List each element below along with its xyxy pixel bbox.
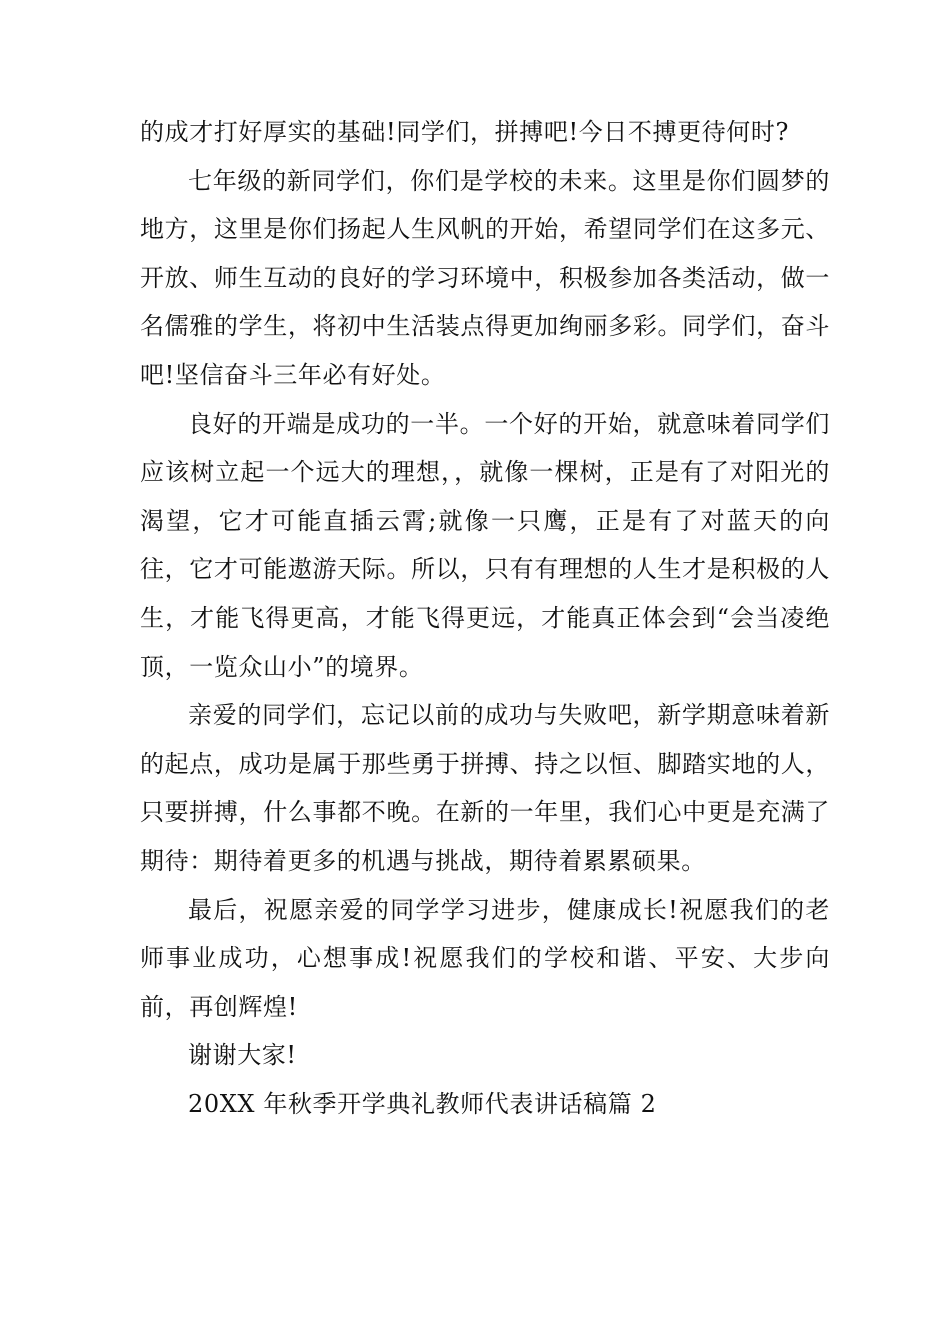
paragraph-good-start: 良好的开端是成功的一半。一个好的开始，就意味着同学们应该树立起一个远大的理想，，就像一棵树，正是有了对阳光的渴望，它才可能直插云霄;就像一只鹰，正是有了对蓝天的向往，它才可能遨游天际。所以，只有有理想的人生才是积极的人生，才能飞得更高，才能飞得更远，才能真正体会到“会当凌绝顶，一览众山小”的境界。 <box>140 409 830 681</box>
next-section-title: 20XX 年秋季开学典礼教师代表讲话稿篇 2 <box>188 1089 657 1118</box>
document-body <box>140 108 830 1128</box>
paragraph-continuation: 的成才打好厚实的基础!同学们，拼搏吧!今日不搏更待何时? <box>140 118 789 146</box>
paragraph-wishes: 最后，祝愿亲爱的同学学习进步，健康成长!祝愿我们的老师事业成功，心想事成!祝愿我们的学校和谐、平安、大步向前，再创辉煌! <box>140 895 830 1021</box>
paragraph-new-semester: 亲爱的同学们，忘记以前的成功与失败吧，新学期意味着新的起点，成功是属于那些勇于拼搏、持之以恒、脚踏实地的人，只要拼搏，什么事都不晚。在新的一年里，我们心中更是充满了期待：期待着更多的机遇与挑战，期待着累累硕果。 <box>140 701 830 875</box>
paragraph-thanks: 谢谢大家! <box>188 1041 297 1070</box>
paragraph-new-students: 七年级的新同学们，你们是学校的未来。这里是你们圆梦的地方，这里是你们扬起人生风帆的开始，希望同学们在这多元、开放、师生互动的良好的学习环境中，积极参加各类活动，做一名儒雅的学生，将初中生活装点得更加绚丽多彩。同学们，奋斗吧!坚信奋斗三年必有好处。 <box>140 166 830 389</box>
